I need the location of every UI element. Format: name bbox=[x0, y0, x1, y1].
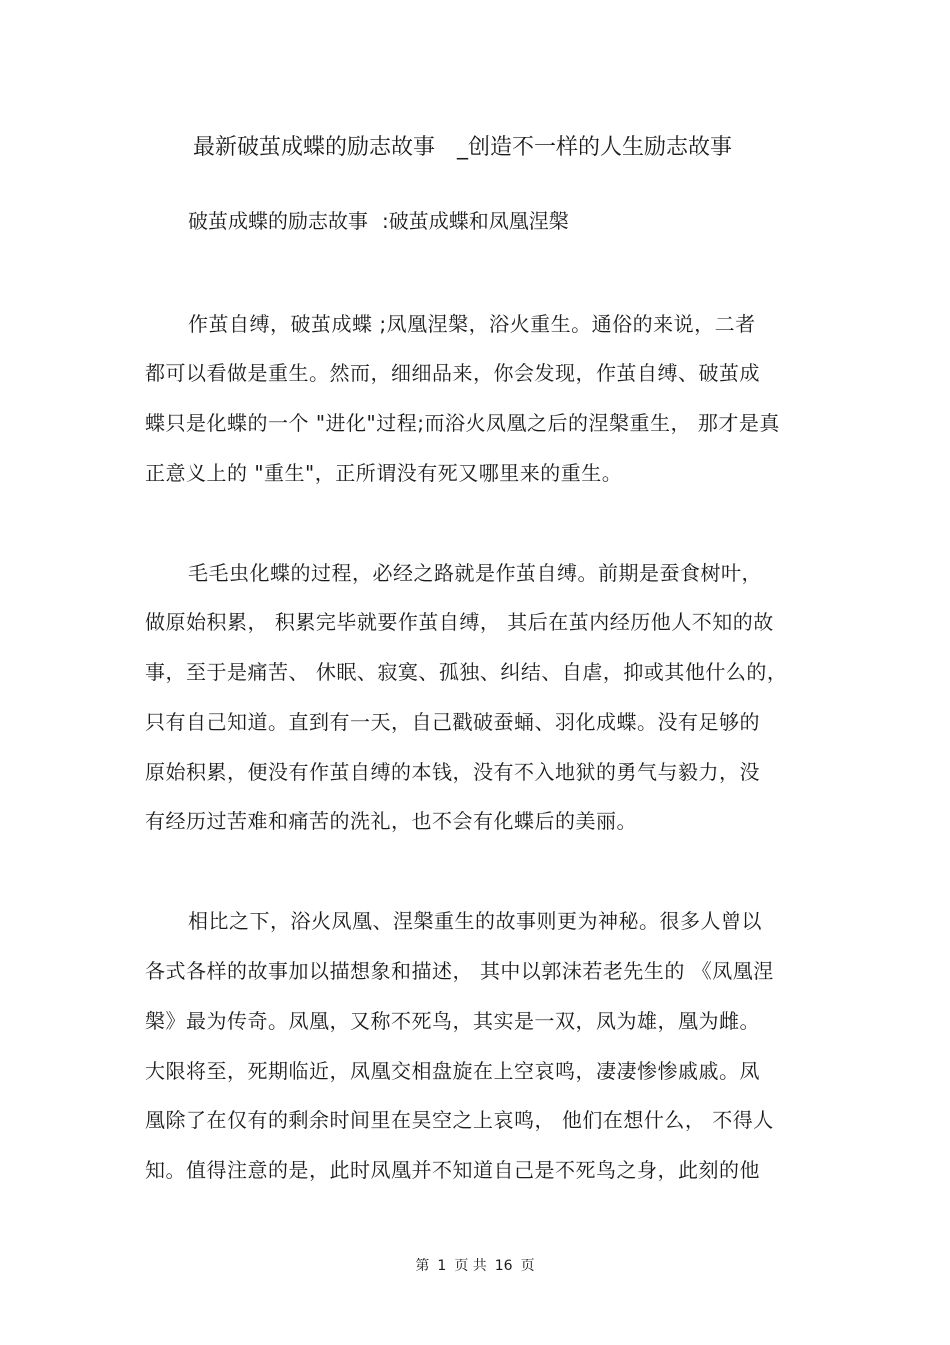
paragraph-3-line-4: 大限将至，死期临近，凤凰交相盘旋在上空哀鸣，凄凄惨惨戚戚。凤 bbox=[145, 1059, 760, 1083]
paragraph-1-line-1: 作茧自缚，破茧成蝶 ;凤凰涅槃，浴火重生。通俗的来说，二者 bbox=[188, 312, 756, 336]
document-title bbox=[193, 130, 732, 161]
footer-prefix: 第 bbox=[415, 1258, 430, 1274]
paragraph-2-line-1: 毛毛虫化蝶的过程，必经之路就是作茧自缚。前期是蚕食树叶， bbox=[188, 561, 762, 585]
paragraph-1-line-3: 蝶只是化蝶的一个 "进化"过程;而浴火凤凰之后的涅槃重生， 那才是真 bbox=[145, 411, 780, 435]
subtitle-right: :破茧成蝶和凤凰涅槃 bbox=[382, 209, 569, 233]
paragraph-3-line-2: 各式各样的故事加以描想象和描述， 其中以郭沫若老先生的 《凤凰涅 bbox=[145, 959, 774, 983]
footer-mid: 页 共 bbox=[454, 1258, 487, 1274]
title-right: _创造不一样的人生励志故事 bbox=[457, 135, 733, 160]
paragraph-2-line-6: 有经历过苦难和痛苦的洗礼，也不会有化蝶后的美丽。 bbox=[145, 809, 637, 833]
title-left: 最新破茧成蝶的励志故事 bbox=[193, 135, 436, 160]
paragraph-3-line-5: 凰除了在仅有的剩余时间里在昊空之上哀鸣， 他们在想什么， 不得人 bbox=[145, 1108, 774, 1132]
paragraph-2-line-2: 做原始积累， 积累完毕就要作茧自缚， 其后在茧内经历他人不知的故 bbox=[145, 610, 774, 634]
footer-page-number: 1 bbox=[437, 1258, 447, 1274]
subtitle-left: 破茧成蝶的励志故事 bbox=[188, 209, 368, 233]
footer-suffix: 页 bbox=[520, 1258, 535, 1274]
paragraph-1-line-4: 正意义上的 "重生"，正所谓没有死又哪里来的重生。 bbox=[145, 461, 623, 485]
footer-total-pages: 16 bbox=[494, 1258, 513, 1274]
paragraph-2-line-3: 事，至于是痛苦、 休眠、寂寞、孤独、纠结、自虐，抑或其他什么的， bbox=[145, 660, 788, 684]
page-footer bbox=[0, 1255, 950, 1275]
paragraph-2-line-4: 只有自己知道。直到有一天，自己戳破蚕蛹、羽化成蝶。没有足够的 bbox=[145, 710, 760, 734]
paragraph-3-line-3: 槃》最为传奇。凤凰，又称不死鸟，其实是一双，凤为雄，凰为雌。 bbox=[145, 1009, 760, 1033]
document-subtitle bbox=[188, 205, 569, 234]
paragraph-3-line-6: 知。值得注意的是，此时凤凰并不知道自己是不死鸟之身，此刻的他 bbox=[145, 1158, 760, 1182]
paragraph-1-line-2: 都可以看做是重生。然而，细细品来，你会发现，作茧自缚、破茧成 bbox=[145, 361, 760, 385]
paragraph-2-line-5: 原始积累，便没有作茧自缚的本钱，没有不入地狱的勇气与毅力，没 bbox=[145, 760, 760, 784]
paragraph-3-line-1: 相比之下，浴火凤凰、涅槃重生的故事则更为神秘。很多人曾以 bbox=[188, 909, 762, 933]
